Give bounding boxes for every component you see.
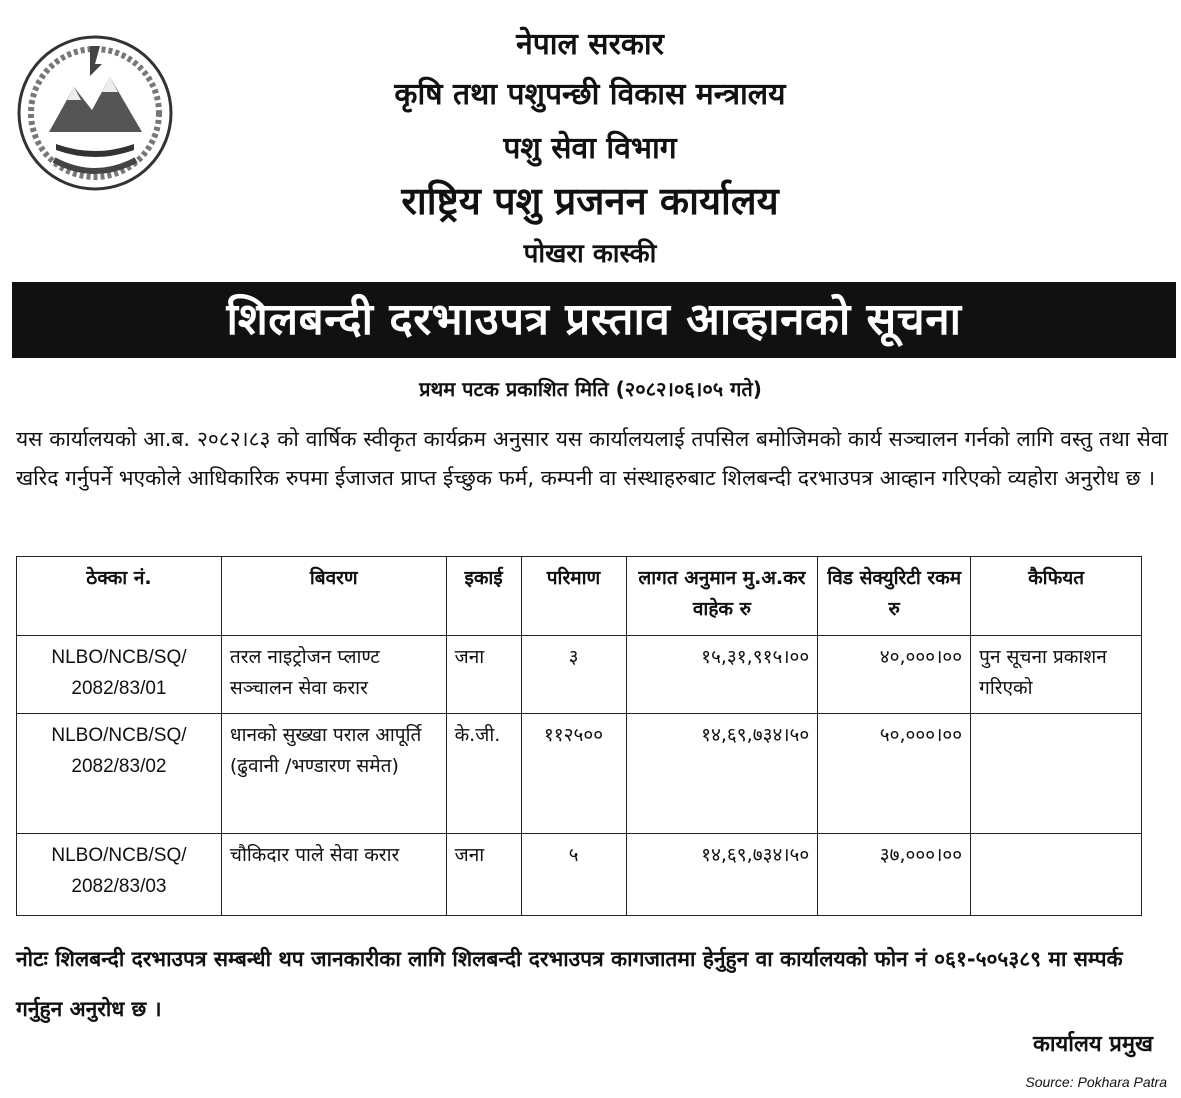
description-cell: तरल नाइट्रोजन प्लाण्ट सञ्चालन सेवा करार bbox=[221, 636, 446, 714]
security-cell: ५०,०००।०० bbox=[818, 714, 971, 834]
intro-paragraph: यस कार्यालयको आ.ब. २०८२।८३ को वार्षिक स्वीकृत कार्यक्रम अनुसार यस कार्यालयलाई तपसिल बमोजिमको कार्य सञ्चालन गर्नको लागि वस्तु तथा सेवा खरिद गर्नुपर्ने भएकोले आधिकारिक रुपमा ईजाजत प्राप्त ईच्छुक फर्म, कम्पनी वा संस्थाहरुबाट शिलबन्दी दरभाउपत्र आव्हान गरिएको व्यहोरा अनुरोध छ । bbox=[16, 427, 1168, 490]
quantity-cell: ३ bbox=[521, 636, 626, 714]
col-header-unit: इकाई bbox=[446, 557, 521, 636]
unit-cell: जना bbox=[446, 834, 521, 916]
quantity-cell: ११२५०० bbox=[521, 714, 626, 834]
published-date: प्रथम पटक प्रकाशित मिति (२०८२।०६।०५ गते) bbox=[419, 377, 762, 401]
security-cell: ३७,०००।०० bbox=[818, 834, 971, 916]
unit-cell: के.जी. bbox=[446, 714, 521, 834]
col-header-bid-security: विड सेक्युरिटी रकम रु bbox=[818, 557, 971, 636]
remarks-cell bbox=[971, 714, 1142, 834]
remarks-cell: पुन सूचना प्रकाशन गरिएको bbox=[971, 636, 1142, 714]
cost-cell: १४,६९,७३४।५० bbox=[626, 714, 818, 834]
col-header-quantity: परिमाण bbox=[521, 557, 626, 636]
table-row bbox=[17, 714, 1142, 834]
government-emblem-icon bbox=[14, 32, 176, 194]
description-cell: चौकिदार पाले सेवा करार bbox=[221, 834, 446, 916]
source-credit: Source: Pokhara Patra bbox=[1025, 1074, 1167, 1090]
contract-no-cell: NLBO/NCB/SQ/ 2082/83/02 bbox=[17, 714, 222, 834]
notice-title-banner: शिलबन्दी दरभाउपत्र प्रस्ताव आव्हानको सूचना bbox=[12, 282, 1176, 358]
contract-no-cell: NLBO/NCB/SQ/ 2082/83/03 bbox=[17, 834, 222, 916]
header-office: राष्ट्रिय पशु प्रजनन कार्यालय bbox=[401, 179, 779, 223]
quantity-cell: ५ bbox=[521, 834, 626, 916]
security-cell: ४०,०००।०० bbox=[818, 636, 971, 714]
col-header-remarks: कैफियत bbox=[971, 557, 1142, 636]
contract-no-cell: NLBO/NCB/SQ/ 2082/83/01 bbox=[17, 636, 222, 714]
header-ministry: कृषि तथा पशुपन्छी विकास मन्त्रालय bbox=[394, 77, 786, 112]
cost-cell: १५,३१,९१५।०० bbox=[626, 636, 818, 714]
signature-office-chief: कार्यालय प्रमुख bbox=[1032, 1032, 1153, 1057]
unit-cell: जना bbox=[446, 636, 521, 714]
bid-table bbox=[16, 556, 1142, 916]
remarks-cell bbox=[971, 834, 1142, 916]
description-cell: धानको सुख्खा पराल आपूर्ति (ढुवानी /भण्डारण समेत) bbox=[221, 714, 446, 834]
col-header-description: बिवरण bbox=[221, 557, 446, 636]
table-row bbox=[17, 834, 1142, 916]
table-header-row bbox=[17, 557, 1142, 636]
header-location: पोखरा कास्की bbox=[523, 239, 657, 269]
table-row bbox=[17, 636, 1142, 714]
col-header-contract-no: ठेक्का नं. bbox=[17, 557, 222, 636]
col-header-cost-estimate: लागत अनुमान मु.अ.कर वाहेक रु bbox=[626, 557, 818, 636]
header-department: पशु सेवा विभाग bbox=[503, 131, 677, 166]
header-government: नेपाल सरकार bbox=[516, 27, 664, 62]
note-paragraph: नोटः शिलबन्दी दरभाउपत्र सम्बन्धी थप जानकारीका लागि शिलबन्दी दरभाउपत्र कागजातमा हेर्नुहुन वा कार्यालयको फोन नं ०६१-५०५३८९ मा सम्पर्क गर्नुहुन अनुरोध छ । bbox=[16, 947, 1123, 1021]
cost-cell: १४,६९,७३४।५० bbox=[626, 834, 818, 916]
